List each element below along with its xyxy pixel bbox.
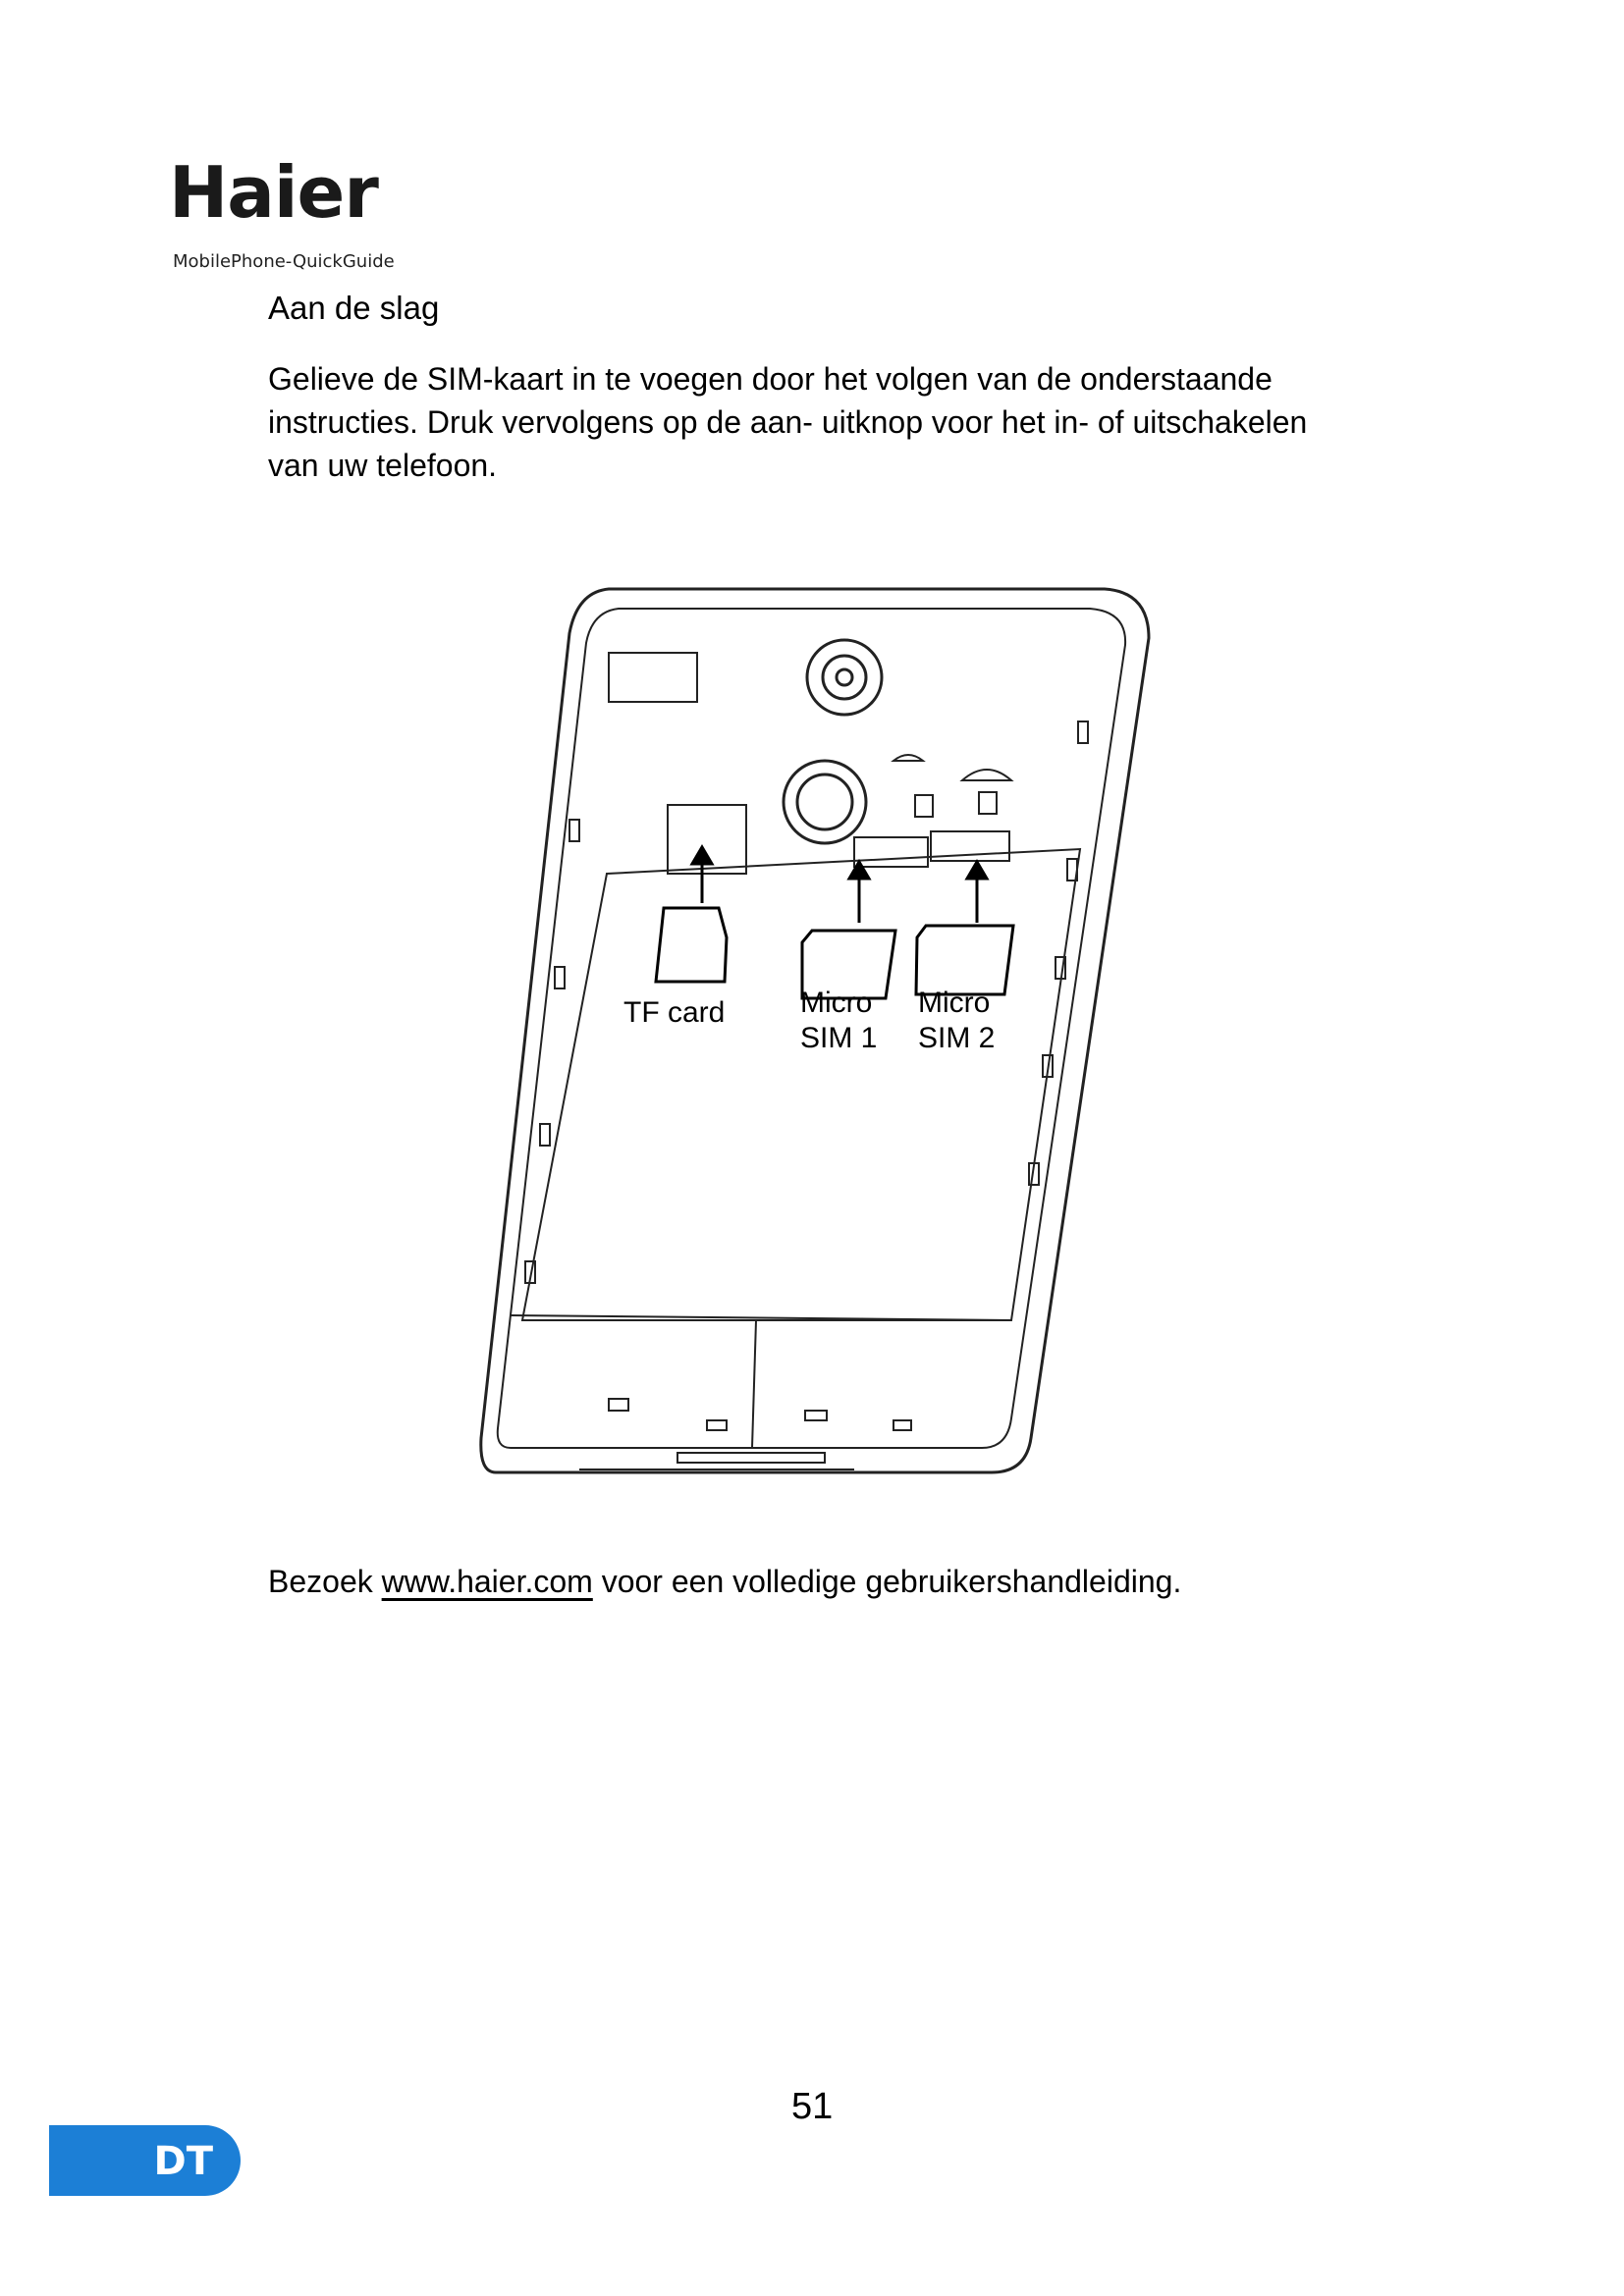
battery-compartment	[522, 849, 1080, 1320]
sim2-label-line2: SIM 2	[918, 1022, 996, 1054]
paragraph-line: Gelieve de SIM-kaart in te voegen door het volgen van de onderstaande	[268, 361, 1272, 397]
language-tab	[49, 2125, 241, 2196]
phone-back-illustration	[461, 574, 1168, 1487]
instruction-paragraph	[268, 357, 1348, 487]
language-code: DT	[153, 2139, 213, 2184]
haier-website-link[interactable]: www.haier.com	[381, 1564, 593, 1599]
section-heading: Aan de slag	[268, 290, 440, 326]
top-left-box	[609, 653, 697, 702]
page-number: 51	[791, 2086, 834, 2127]
tf-card-shape	[656, 908, 727, 982]
paragraph-line: van uw telefoon.	[268, 448, 498, 483]
paragraph-line: instructies. Druk vervolgens op de aan- uitknop voor het in- of uitschakelen	[268, 404, 1308, 440]
guide-subtitle: MobilePhone-QuickGuide	[173, 251, 395, 272]
sim1-label-line1: Micro	[800, 987, 873, 1019]
haier-logo: Haier	[169, 151, 378, 234]
camera-inner	[823, 656, 866, 699]
sim1-slot	[854, 837, 928, 867]
visit-prefix: Bezoek	[268, 1564, 373, 1599]
camera-outer	[807, 640, 882, 715]
tf-card-label: TF card	[623, 996, 726, 1029]
sim2-label-line1: Micro	[918, 987, 991, 1019]
sim2-card-shape	[916, 926, 1013, 994]
usb-port	[677, 1453, 825, 1463]
visit-website-line	[268, 1564, 1181, 1600]
visit-suffix: voor een volledige gebruikershandleiding.	[601, 1564, 1182, 1599]
phone-diagram	[461, 574, 1168, 1487]
sim1-label-line2: SIM 1	[800, 1022, 878, 1054]
